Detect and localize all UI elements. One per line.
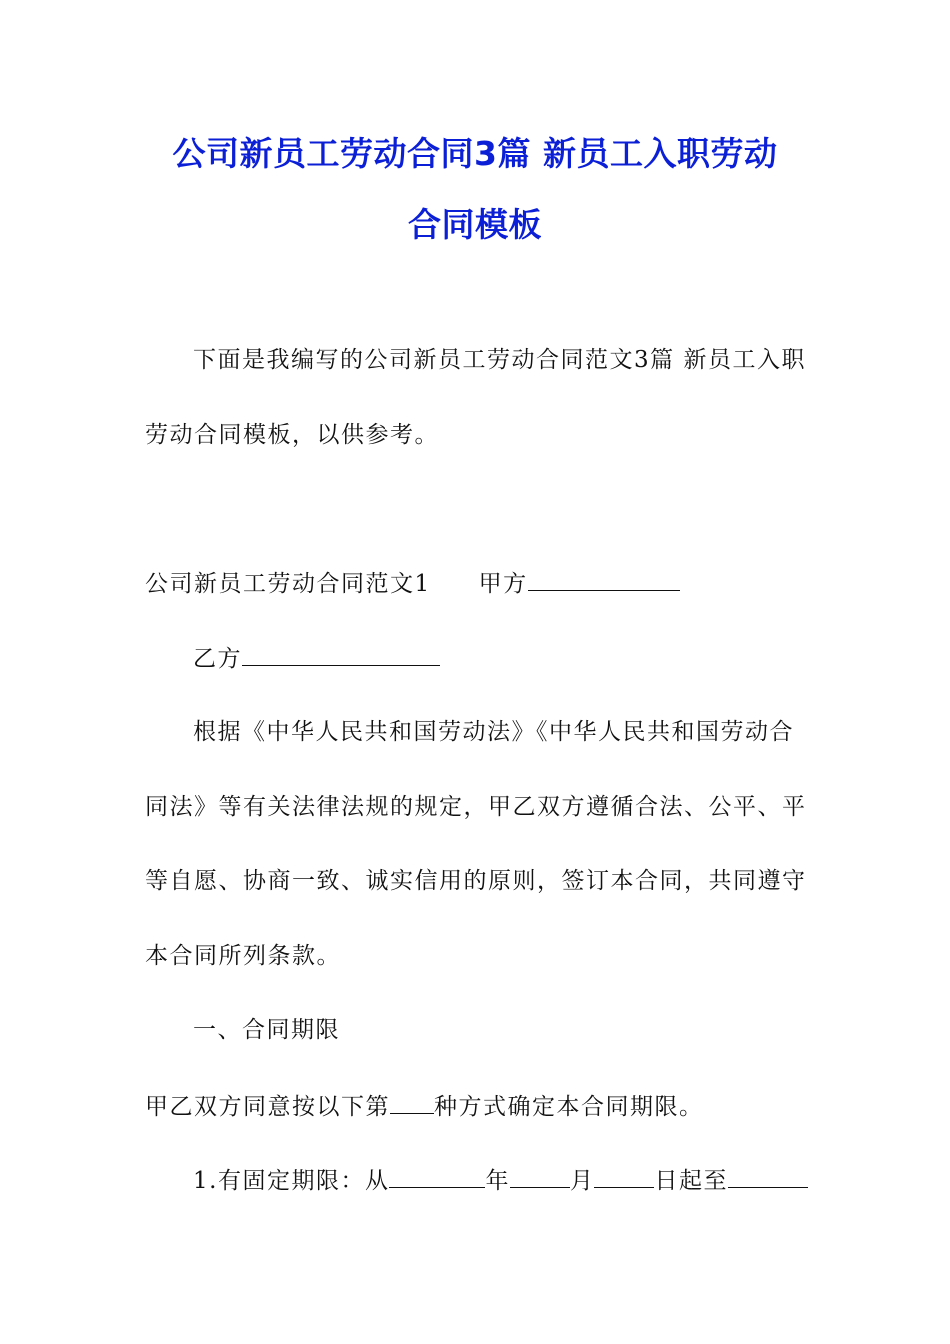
day-until-label: 日起至 [654,1168,728,1194]
intro-line-2: 劳动合同模板，以供参考。 [145,422,439,448]
term-option-blank[interactable] [390,1091,434,1114]
preamble-line-2: 同法》等有关法律法规的规定，甲乙双方遵循合法、公平、平 [145,794,807,820]
month-label: 月 [569,1168,595,1194]
term-text-after: 种方式确定本合同期限。 [434,1094,704,1120]
year-label: 年 [485,1168,510,1194]
contract-1-heading: 公司新员工劳动合同范文1 [145,571,431,597]
party-b-label: 乙方 [193,646,242,672]
fixed-term-row [193,1165,808,1196]
party-b-blank[interactable] [242,643,440,666]
start-month-blank[interactable] [510,1165,570,1188]
contract-1-heading-row [145,568,680,599]
party-a-blank[interactable] [528,568,680,591]
intro-line-1: 下面是我编写的公司新员工劳动合同范文3篇 新员工入职 [193,347,806,373]
party-b-row [193,643,440,674]
party-a-label: 甲方 [478,571,528,597]
term-text-before: 甲乙双方同意按以下第 [145,1094,390,1120]
document-title-line-1: 公司新员工劳动合同3篇 新员工入职劳动 [172,134,778,173]
fixed-term-prefix: 1.有固定期限：从 [193,1168,390,1194]
preamble-line-1: 根据《中华人民共和国劳动法》《中华人民共和国劳动合 [193,719,794,745]
clause-1-heading: 一、合同期限 [193,1017,340,1043]
document-title-line-2: 合同模板 [408,205,542,244]
preamble-line-4: 本合同所列条款。 [145,943,341,969]
preamble-line-3: 等自愿、协商一致、诚实信用的原则，签订本合同，共同遵守 [145,868,807,894]
end-date-blank[interactable] [728,1165,808,1188]
start-year-blank[interactable] [389,1165,485,1188]
start-day-blank[interactable] [594,1165,654,1188]
clause-1-term-row [145,1091,704,1122]
